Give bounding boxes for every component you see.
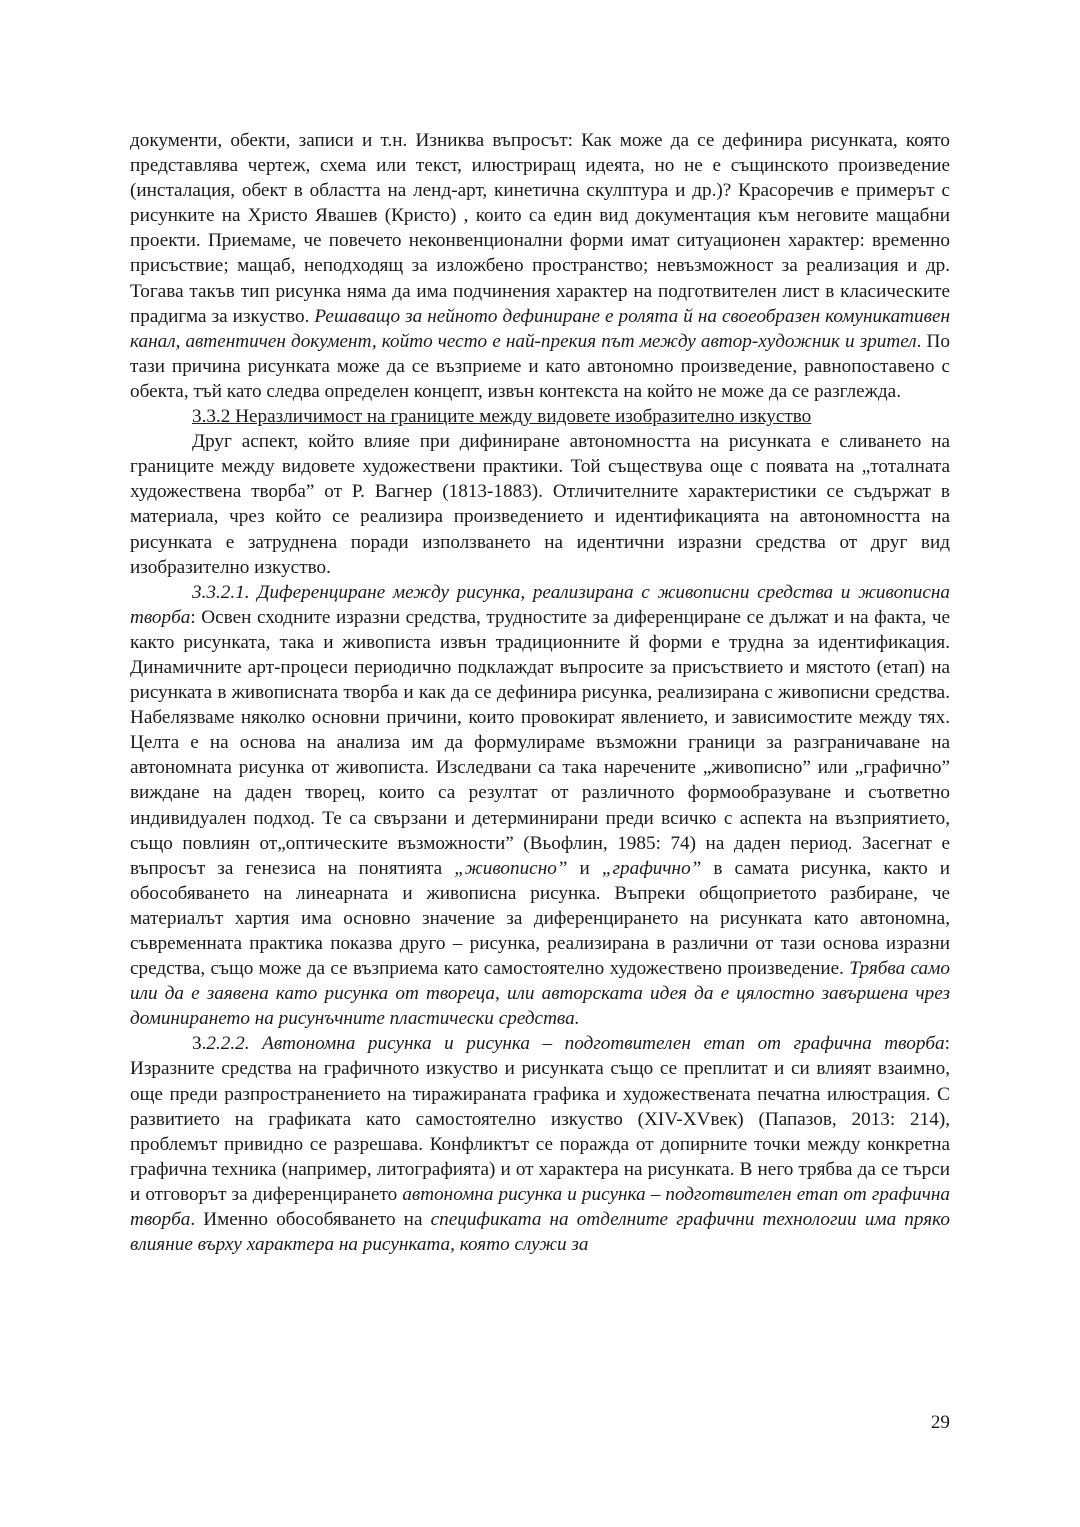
emphasis-text: спецификата на отделните графични технологии има пряко влияние върху характера на рисунката, която служи за [130,1209,950,1256]
page-number: 29 [930,1412,950,1433]
paragraph-text: : Изразните средства на графичното изкуство и рисунката също се преплитат и си влияят взаимно, още преди разпространението на тиражираната графика и художествената печатна илюстрация. С развитието на графиката като самостоятелно изкуство (XIV-XVвек) (Папазов, 2013: 214), проблемът привидно се разрешава. Конфликтът се поражда от допирните точки между конкретна графична техника (например, литографията) и от характера на рисунката. В него трябва да се търси и отговорът за диференцирането [130,1033,950,1205]
paragraph-text: документи, обекти, записи и т.н. Изниква въпросът: Как може да се дефинира рисунката, която представлява чертеж, схема или текст, илюстриращ идеята, но не е същинското произведение (инсталация, обект в областта на ленд-арт, кинетична скулптура и др.)? Красоречив е примерът с рисунките на Христо Явашев (Кристо) , които са един вид документация към неговите мащабни проекти. Приемаме, че повечето неконвенционални форми имат ситуационен характер: временно присъствие; мащаб, неподходящ за изложбено пространство; невъзможност за реализация и др. Тогава такъв тип рисунка няма да има подчинения характер на подготвителен лист в класическите прадигма за изкуство. [130,130,950,327]
emphasis-text: Решаващо за нейното дефиниране е ролята й на своеобразен комуникативен канал, автентичен документ, който често е най-прекия път между автор-художник и зрител [130,305,950,352]
section-heading: 3.3.2 Неразличимост на границите между видовете изобразително изкуство [192,406,812,428]
paragraph-text: в самата рисунка, както и обособяването на линеарната и живописна рисунка. Въпреки общоприетото разбиране, че материалът хартия има основно значение за диференцирането на рисунката като автономна, съвременната практика показва друго – рисунка, реализирана в различни от тази основа изразни средства, също може да се възприема като самостоятелно художествено произведение. [130,857,950,980]
paragraph-boundaries: Друг аспект, който влияе при дифиниране автономността на рисунката е сливането на границите между видовете художествени практики. Той съществува още с появата на „тоталната художествена творба” от Р. Вагнер (1813-1883). Отличителните характеристики се съдържат в материала, чрез който се реализира произведението и идентификацията на автономността на рисунката е затруднена поради използването на идентични изразни средства от друг вид изобразително изкуство. [130,431,950,578]
emphasis-text: „графично” [601,857,702,879]
paragraph-intro [130,128,950,404]
paragraph-text: . Именно обособяването на [190,1209,431,1231]
paragraph-text: . По тази причина рисунката може да се възприеме и като автономно произведение, равнопоставено с обекта, тъй като следва определен концепт, извън контекста на който не може да се разглежда. [130,330,951,402]
emphasis-text: автономна рисунка и рисунка – подготвителен етап от графична творба [130,1183,951,1231]
emphasis-text: „живописно” [454,857,568,879]
paragraph-painting [130,580,950,1032]
subsection-title: 3.3.2.1. Диференциране между рисунка, реализирана с живописни средства и живописна творба [130,581,950,628]
paragraph-graphics [130,1031,950,1257]
emphasis-text: Трябва само или да е заявена като рисунка от твореца, или авторската идея да е цялостно завършена чрез доминирането на рисунъчните пластически средства. [130,958,950,1030]
document-body [130,128,950,1257]
paragraph-text: 3. [192,1033,207,1055]
subsection-title: 2.2.2. Автономна рисунка и рисунка – подготвителен етап от графична творба [206,1033,945,1055]
paragraph-text: и [567,857,602,879]
paragraph-text: : Освен сходните изразни средства, трудностите за диференциране се дължат и на факта, че както рисунката, така и живописта извън традиционните й форми е трудна за идентификация. Динамичните арт-процеси периодично подклаждат въпросите за присъствието и мястото (етап) на рисунката в живописната творба и как да се дефинира рисунка, реализирана с живописни средства. Набелязваме няколко основни причини, които провокират явлението, и зависимостите между тях. Целта е на основа на анализа им да формулираме възможни граници за разграничаване на автономната рисунка от живописта. Изследвани са така наречените „живописно” или „графично” виждане на даден творец, които са резултат от различното формообразуване и съответно индивидуален подход. Те са свързани и детерминирани преди всичко с аспекта на възприятието, също повлиян от„оптическите възможности” (Вьофлин, 1985: 74) на даден период. Засегнат е въпросът за генезиса на понятията [130,606,950,879]
